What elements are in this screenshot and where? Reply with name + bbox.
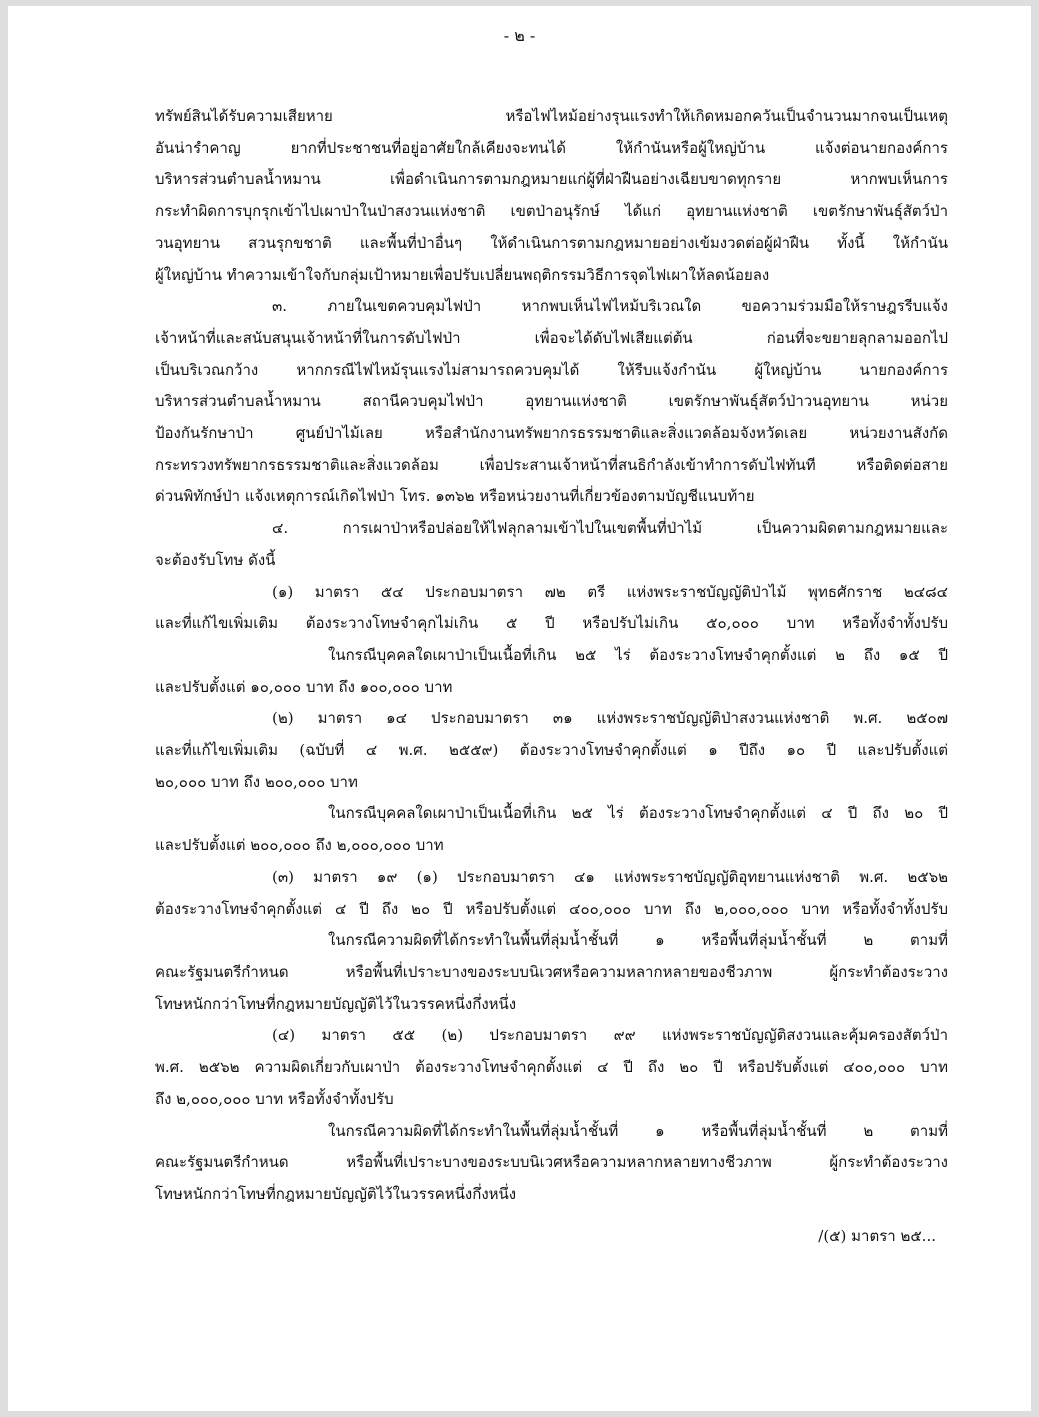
text-line: กระทำผิดการบุกรุกเข้าไปเผาป่าในป่าสงวนแห่งชาติ เขตป่าอนุรักษ์ ได้แก่ อุทยานแห่งชาติ เขตรักษาพันธุ์สัตว์ป่า	[155, 202, 948, 221]
text-line: คณะรัฐมนตรีกำหนด หรือพื้นที่เปราะบางของระบบนิเวศหรือความหลากหลายของชีวภาพ ผู้กระทำต้องระวาง	[155, 962, 948, 981]
text-line: (๒) มาตรา ๑๔ ประกอบมาตรา ๓๑ แห่งพระราชบัญญัติป่าสงวนแห่งชาติ พ.ศ. ๒๕๐๗	[272, 709, 948, 728]
text-line: โทษหนักกว่าโทษที่กฎหมายบัญญัติไว้ในวรรคหนึ่งกึ่งหนึ่ง	[155, 1184, 517, 1203]
text-line: ในกรณีความผิดที่ได้กระทำในพื้นที่ลุ่มน้ำชั้นที่ ๑ หรือพื้นที่ลุ่มน้ำชั้นที่ ๒ ตามที่	[328, 1121, 948, 1140]
text-line: ผู้ใหญ่บ้าน ทำความเข้าใจกับกลุ่มเป้าหมายเพื่อปรับเปลี่ยนพฤติกรรมวิธีการจุดไฟเผาให้ลดน้อยลง	[155, 265, 770, 284]
text-line: ๓. ภายในเขตควบคุมไฟป่า หากพบเห็นไฟไหม้บริเวณใด ขอความร่วมมือให้ราษฎรรีบแจ้ง	[272, 297, 948, 316]
page-number: - ๒ -	[503, 26, 536, 45]
text-line: และที่แก้ไขเพิ่มเติม (ฉบับที่ ๔ พ.ศ. ๒๕๕๙) ต้องระวางโทษจำคุกตั้งแต่ ๑ ปีถึง ๑๐ ปี และปรับตั้งแต่	[155, 741, 948, 760]
text-line: จะต้องรับโทษ ดังนี้	[155, 550, 276, 569]
text-line: (๔) มาตรา ๕๕ (๒) ประกอบมาตรา ๙๙ แห่งพระราชบัญญัติสงวนและคุ้มครองสัตว์ป่า	[272, 1026, 948, 1045]
text-line: และที่แก้ไขเพิ่มเติม ต้องระวางโทษจำคุกไม่เกิน ๕ ปี หรือปรับไม่เกิน ๕๐,๐๐๐ บาท หรือทั้งจำทั้งปรับ	[155, 614, 948, 633]
document-page	[8, 6, 1031, 1411]
text-line: ทรัพย์สินได้รับความเสียหาย หรือไฟไหม้อย่างรุนแรงทำให้เกิดหมอกควันเป็นจำนวนมากจนเป็นเหตุ	[155, 107, 948, 125]
text-line: (๓) มาตรา ๑๙ (๑) ประกอบมาตรา ๔๑ แห่งพระราชบัญญัติอุทยานแห่งชาติ พ.ศ. ๒๕๖๒	[272, 867, 948, 886]
text-line: และปรับตั้งแต่ ๑๐,๐๐๐ บาท ถึง ๑๐๐,๐๐๐ บาท	[155, 677, 453, 696]
text-line: บริหารส่วนตำบลน้ำหมาน เพื่อดำเนินการตามกฎหมายแก่ผู้ที่ฝ่าฝืนอย่างเฉียบขาดทุกราย หากพบเห็นการ	[155, 170, 948, 189]
text-line: ในกรณีบุคคลใดเผาป่าเป็นเนื้อที่เกิน ๒๕ ไร่ ต้องระวางโทษจำคุกตั้งแต่ ๔ ปี ถึง ๒๐ ปี	[328, 804, 948, 823]
text-line: กระทรวงทรัพยากรธรรมชาติและสิ่งแวดล้อม เพื่อประสานเจ้าหน้าที่สนธิกำลังเข้าทำการดับไฟทันที หรือติดต่อสาย	[155, 455, 948, 474]
text-line: ต้องระวางโทษจำคุกตั้งแต่ ๔ ปี ถึง ๒๐ ปี หรือปรับตั้งแต่ ๔๐๐,๐๐๐ บาท ถึง ๒,๐๐๐,๐๐๐ บาท หรือทั้งจำทั้งปรับ	[155, 899, 948, 918]
text-line: พ.ศ. ๒๕๖๒ ความผิดเกี่ยวกับเผาป่า ต้องระวางโทษจำคุกตั้งแต่ ๔ ปี ถึง ๒๐ ปี หรือปรับตั้งแต่ ๔๐๐,๐๐๐ บาท	[155, 1058, 948, 1077]
text-line: โทษหนักกว่าโทษที่กฎหมายบัญญัติไว้ในวรรคหนึ่งกึ่งหนึ่ง	[155, 994, 517, 1013]
text-line: เป็นบริเวณกว้าง หากกรณีไฟไหม้รุนแรงไม่สามารถควบคุมได้ ให้รีบแจ้งกำนัน ผู้ใหญ่บ้าน นายกองค์การ	[155, 360, 948, 379]
text-line: และปรับตั้งแต่ ๒๐๐,๐๐๐ ถึง ๒,๐๐๐,๐๐๐ บาท	[155, 836, 444, 855]
text-line: ๔. การเผาป่าหรือปล่อยให้ไฟลุกลามเข้าไปในเขตพื้นที่ป่าไม้ เป็นความผิดตามกฎหมายและ	[272, 519, 948, 538]
text-line: ด่วนพิทักษ์ป่า แจ้งเหตุการณ์เกิดไฟป่า โทร. ๑๓๖๒ หรือหน่วยงานที่เกี่ยวข้องตามบัญชีแนบท้าย	[155, 487, 755, 506]
text-line: ในกรณีบุคคลใดเผาป่าเป็นเนื้อที่เกิน ๒๕ ไร่ ต้องระวางโทษจำคุกตั้งแต่ ๒ ถึง ๑๕ ปี	[328, 645, 948, 664]
text-line: เจ้าหน้าที่และสนับสนุนเจ้าหน้าที่ในการดับไฟป่า เพื่อจะได้ดับไฟเสียแต่ต้น ก่อนที่จะขยายลุกลามออกไป	[155, 328, 948, 347]
text-line: ๒๐,๐๐๐ บาท ถึง ๒๐๐,๐๐๐ บาท	[155, 772, 358, 791]
text-line: อันน่ารำคาญ ยากที่ประชาชนที่อยู่อาศัยใกล้เคียงจะทนได้ ให้กำนันหรือผู้ใหญ่บ้าน แจ้งต่อนายกองค์การ	[155, 138, 948, 157]
text-line: ในกรณีความผิดที่ได้กระทำในพื้นที่ลุ่มน้ำชั้นที่ ๑ หรือพื้นที่ลุ่มน้ำชั้นที่ ๒ ตามที่	[328, 931, 948, 950]
continuation-note: /(๕) มาตรา ๒๕...	[818, 1227, 936, 1245]
text-line: ถึง ๒,๐๐๐,๐๐๐ บาท หรือทั้งจำทั้งปรับ	[155, 1089, 394, 1108]
text-line: (๑) มาตรา ๕๔ ประกอบมาตรา ๗๒ ตรี แห่งพระราชบัญญัติป่าไม้ พุทธศักราช ๒๔๘๔	[272, 582, 948, 601]
text-line: ป้องกันรักษาป่า ศูนย์ป่าไม้เลย หรือสำนักงานทรัพยากรธรรมชาติและสิ่งแวดล้อมจังหวัดเลย หน่วยงานสังกัด	[155, 424, 948, 443]
text-line: บริหารส่วนตำบลน้ำหมาน สถานีควบคุมไฟป่า อุทยานแห่งชาติ เขตรักษาพันธุ์สัตว์ป่าวนอุทยาน หน่วย	[155, 392, 948, 411]
document-body	[155, 101, 948, 1211]
text-line: คณะรัฐมนตรีกำหนด หรือพื้นที่เปราะบางของระบบนิเวศหรือความหลากหลายทางชีวภาพ ผู้กระทำต้องระวาง	[155, 1153, 948, 1172]
text-line: วนอุทยาน สวนรุกขชาติ และพื้นที่ป่าอื่นๆ ให้ดำเนินการตามกฎหมายอย่างเข้มงวดต่อผู้ฝ่าฝืน ทั้งนี้ ให้กำนัน	[155, 233, 948, 252]
